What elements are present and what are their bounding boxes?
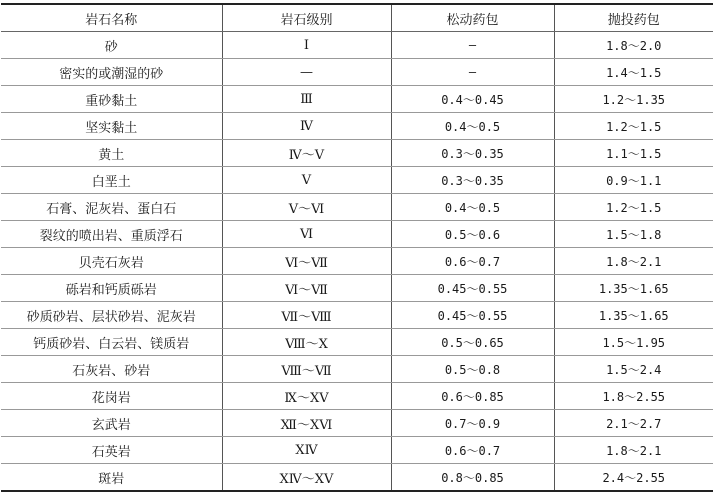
cell-rock-grade: ⅩⅣ～ⅩⅤ bbox=[222, 464, 391, 492]
cell-rock-name: 砂质砂岩、层状砂岩、泥灰岩 bbox=[1, 302, 222, 329]
cell-throw-charge: 1.8～2.0 bbox=[554, 32, 713, 59]
header-throw-charge: 抛投药包 bbox=[554, 4, 713, 32]
header-rock-name: 岩石名称 bbox=[1, 4, 222, 32]
header-loose-charge: 松动药包 bbox=[391, 4, 554, 32]
cell-loose-charge: — bbox=[391, 32, 554, 59]
cell-loose-charge: 0.5～0.6 bbox=[391, 221, 554, 248]
cell-rock-name: 石英岩 bbox=[1, 437, 222, 464]
cell-loose-charge: — bbox=[391, 59, 554, 86]
header-row bbox=[1, 4, 713, 32]
table-row bbox=[1, 302, 713, 329]
table-row bbox=[1, 86, 713, 113]
cell-throw-charge: 1.2～1.35 bbox=[554, 86, 713, 113]
table-row bbox=[1, 248, 713, 275]
table-row bbox=[1, 113, 713, 140]
table-row bbox=[1, 437, 713, 464]
cell-rock-name: 砾岩和钙质砾岩 bbox=[1, 275, 222, 302]
table-row bbox=[1, 140, 713, 167]
cell-rock-grade: Ⅶ～Ⅷ bbox=[222, 302, 391, 329]
cell-loose-charge: 0.6～0.7 bbox=[391, 437, 554, 464]
cell-rock-name: 密实的或潮湿的砂 bbox=[1, 59, 222, 86]
cell-rock-grade: Ⅳ～Ⅴ bbox=[222, 140, 391, 167]
cell-throw-charge: 1.8～2.1 bbox=[554, 437, 713, 464]
table-body bbox=[1, 32, 713, 492]
cell-loose-charge: 0.5～0.65 bbox=[391, 329, 554, 356]
table-row bbox=[1, 167, 713, 194]
cell-rock-name: 花岗岩 bbox=[1, 383, 222, 410]
cell-rock-grade: Ⅲ bbox=[222, 86, 391, 113]
table-row bbox=[1, 194, 713, 221]
cell-rock-name: 石膏、泥灰岩、蛋白石 bbox=[1, 194, 222, 221]
cell-throw-charge: 2.4～2.55 bbox=[554, 464, 713, 492]
table-row bbox=[1, 275, 713, 302]
cell-loose-charge: 0.7～0.9 bbox=[391, 410, 554, 437]
cell-loose-charge: 0.4～0.5 bbox=[391, 113, 554, 140]
cell-loose-charge: 0.3～0.35 bbox=[391, 140, 554, 167]
cell-rock-name: 贝壳石灰岩 bbox=[1, 248, 222, 275]
table-row bbox=[1, 356, 713, 383]
cell-throw-charge: 1.8～2.55 bbox=[554, 383, 713, 410]
table-row bbox=[1, 59, 713, 86]
cell-loose-charge: 0.45～0.55 bbox=[391, 275, 554, 302]
table-row bbox=[1, 221, 713, 248]
table-row bbox=[1, 32, 713, 59]
cell-throw-charge: 1.8～2.1 bbox=[554, 248, 713, 275]
table-row bbox=[1, 464, 713, 492]
cell-throw-charge: 1.5～2.4 bbox=[554, 356, 713, 383]
cell-rock-name: 石灰岩、砂岩 bbox=[1, 356, 222, 383]
cell-rock-grade: Ⅴ bbox=[222, 167, 391, 194]
cell-rock-name: 砂 bbox=[1, 32, 222, 59]
cell-throw-charge: 2.1～2.7 bbox=[554, 410, 713, 437]
cell-rock-name: 裂纹的喷出岩、重质浮石 bbox=[1, 221, 222, 248]
cell-rock-grade: Ⅷ～Ⅶ bbox=[222, 356, 391, 383]
table-row bbox=[1, 410, 713, 437]
cell-rock-grade: Ⅷ～Ⅹ bbox=[222, 329, 391, 356]
cell-loose-charge: 0.4～0.5 bbox=[391, 194, 554, 221]
table-row bbox=[1, 383, 713, 410]
cell-throw-charge: 1.2～1.5 bbox=[554, 113, 713, 140]
rock-charge-table bbox=[1, 3, 713, 492]
cell-rock-grade: Ⅸ～ⅩⅤ bbox=[222, 383, 391, 410]
cell-rock-name: 斑岩 bbox=[1, 464, 222, 492]
cell-rock-name: 白垩土 bbox=[1, 167, 222, 194]
cell-rock-name: 玄武岩 bbox=[1, 410, 222, 437]
cell-rock-name: 黄土 bbox=[1, 140, 222, 167]
cell-rock-grade: Ⅵ～Ⅶ bbox=[222, 248, 391, 275]
cell-loose-charge: 0.3～0.35 bbox=[391, 167, 554, 194]
cell-rock-grade: ⅩⅣ bbox=[222, 437, 391, 464]
cell-rock-grade: Ⅻ～ⅩⅥ bbox=[222, 410, 391, 437]
cell-loose-charge: 0.45～0.55 bbox=[391, 302, 554, 329]
cell-throw-charge: 1.35～1.65 bbox=[554, 275, 713, 302]
cell-throw-charge: 1.1～1.5 bbox=[554, 140, 713, 167]
cell-loose-charge: 0.6～0.85 bbox=[391, 383, 554, 410]
cell-throw-charge: 1.35～1.65 bbox=[554, 302, 713, 329]
cell-throw-charge: 1.5～1.95 bbox=[554, 329, 713, 356]
cell-loose-charge: 0.6～0.7 bbox=[391, 248, 554, 275]
header-rock-grade: 岩石级别 bbox=[222, 4, 391, 32]
cell-rock-grade: Ⅵ bbox=[222, 221, 391, 248]
cell-throw-charge: 1.2～1.5 bbox=[554, 194, 713, 221]
cell-loose-charge: 0.8～0.85 bbox=[391, 464, 554, 492]
table-row bbox=[1, 329, 713, 356]
cell-loose-charge: 0.5～0.8 bbox=[391, 356, 554, 383]
cell-rock-name: 坚实黏土 bbox=[1, 113, 222, 140]
cell-rock-grade: Ⅵ～Ⅶ bbox=[222, 275, 391, 302]
cell-loose-charge: 0.4～0.45 bbox=[391, 86, 554, 113]
cell-rock-name: 重砂黏土 bbox=[1, 86, 222, 113]
cell-rock-grade: Ⅳ bbox=[222, 113, 391, 140]
cell-rock-name: 钙质砂岩、白云岩、镁质岩 bbox=[1, 329, 222, 356]
cell-rock-grade: Ⅰ bbox=[222, 32, 391, 59]
cell-rock-grade: — bbox=[222, 59, 391, 86]
cell-throw-charge: 0.9～1.1 bbox=[554, 167, 713, 194]
cell-rock-grade: Ⅴ～Ⅵ bbox=[222, 194, 391, 221]
table-header bbox=[1, 4, 713, 32]
cell-throw-charge: 1.4～1.5 bbox=[554, 59, 713, 86]
cell-throw-charge: 1.5～1.8 bbox=[554, 221, 713, 248]
